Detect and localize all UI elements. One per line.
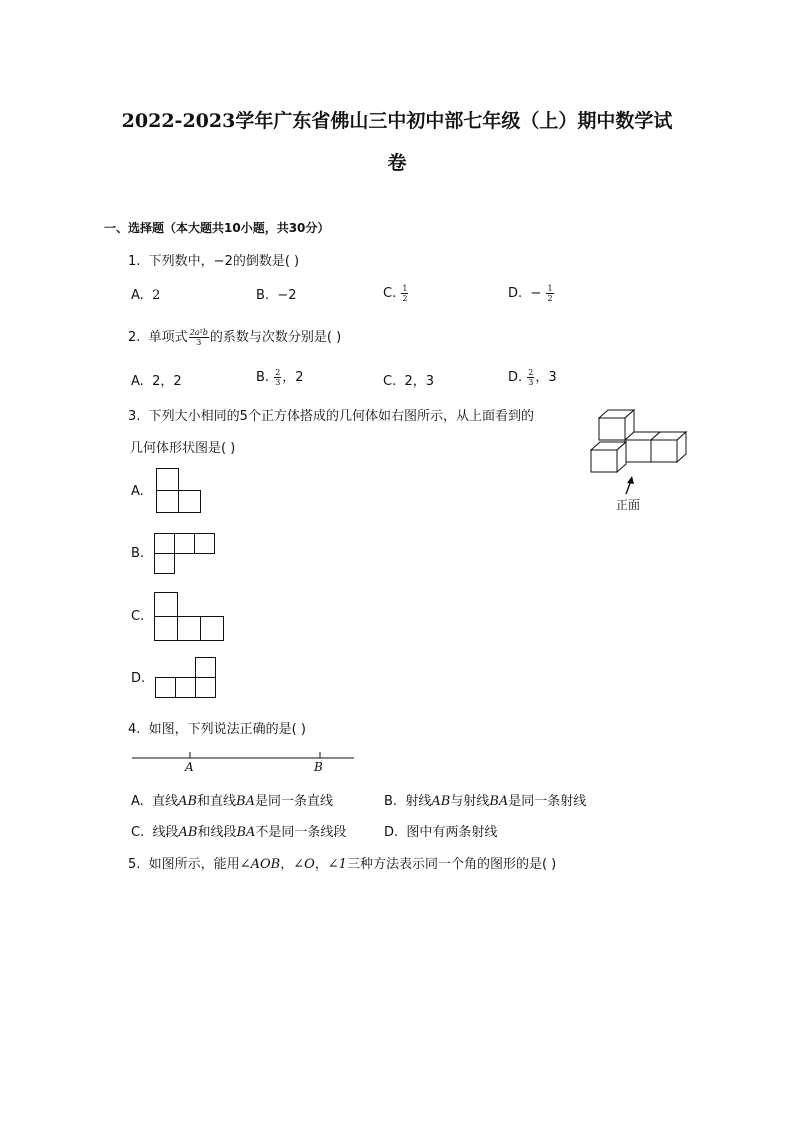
question-number: 3. xyxy=(128,409,141,424)
option-suffix: ，2 xyxy=(282,370,304,385)
cube-front-face xyxy=(599,418,625,440)
option-letter: D. xyxy=(508,370,523,385)
arrow-head-icon xyxy=(627,476,634,484)
option-text: 和直线 xyxy=(197,794,237,809)
cube-front-face xyxy=(591,450,617,472)
math-term: BA xyxy=(489,794,509,809)
question-text: ， xyxy=(280,857,294,872)
option-a-shape xyxy=(156,468,202,514)
cube-figure xyxy=(588,406,698,516)
question-5 xyxy=(128,853,556,872)
square xyxy=(156,678,176,698)
option-letter: B. xyxy=(384,794,398,809)
square xyxy=(157,469,179,491)
option-d xyxy=(508,366,557,387)
square xyxy=(196,658,216,678)
option-text: 与射线 xyxy=(450,794,490,809)
question-text: 如图，下列说法正确的是( ) xyxy=(148,722,306,737)
option-d xyxy=(508,284,555,303)
option-a xyxy=(131,288,160,303)
question-text: 下列大小相同的5个正方体搭成的几何体如右图所示，从上面看到的 xyxy=(148,409,534,424)
question-text: ， xyxy=(314,857,328,872)
option-c-letter: C. xyxy=(131,609,145,624)
option-letter: B. xyxy=(256,370,270,385)
minus-sign: − xyxy=(530,286,542,301)
square xyxy=(155,554,175,574)
cube-front-face xyxy=(651,440,677,462)
option-a xyxy=(131,790,333,809)
option-c-shape xyxy=(154,592,226,642)
question-text-after: 的系数与次数分别是( ) xyxy=(209,330,342,345)
option-letter: C. xyxy=(131,825,145,840)
math-term: ∠1 xyxy=(327,857,347,872)
option-text: 不是同一条线段 xyxy=(255,825,347,840)
option-b-shape xyxy=(154,533,216,575)
math-term: ∠AOB xyxy=(239,857,281,872)
front-view-label: 正面 xyxy=(616,498,641,512)
option-c xyxy=(383,284,409,303)
option-suffix: ，3 xyxy=(535,370,557,385)
question-number: 5. xyxy=(128,857,141,872)
question-text: 如图所示，能用 xyxy=(148,857,240,872)
question-text: 三种方法表示同一个角的图形的是( ) xyxy=(346,857,557,872)
option-value: 2 xyxy=(152,288,161,303)
option-value: 2，2 xyxy=(152,374,182,389)
option-d-letter: D. xyxy=(131,671,146,686)
point-a-label: A xyxy=(185,760,194,774)
option-a-letter: A. xyxy=(131,484,144,499)
math-term: AB xyxy=(178,825,198,840)
square xyxy=(155,534,175,554)
option-text: 和线段 xyxy=(197,825,237,840)
option-letter: A. xyxy=(131,794,144,809)
question-4 xyxy=(128,718,306,737)
option-b-letter: B. xyxy=(131,546,145,561)
question-number: 1. xyxy=(128,254,141,269)
square xyxy=(175,534,195,554)
fraction: $\frac{1}{2}$ xyxy=(402,284,408,303)
fraction: $\frac{1}{2}$ xyxy=(547,284,553,303)
square xyxy=(195,534,215,554)
square xyxy=(155,617,178,641)
question-3 xyxy=(128,405,534,424)
option-letter: B. xyxy=(256,288,270,303)
option-value: −2 xyxy=(277,288,297,303)
option-letter: C. xyxy=(383,374,397,389)
question-3-continued: 几何体形状图是( ) xyxy=(130,441,236,456)
option-b xyxy=(256,288,297,303)
fraction: $\frac{2}{3}$ xyxy=(275,368,281,387)
option-letter: C. xyxy=(383,286,397,301)
square xyxy=(176,678,196,698)
option-text: 射线 xyxy=(405,794,432,809)
math-term: BA xyxy=(236,825,256,840)
square xyxy=(157,491,179,513)
option-a xyxy=(131,370,182,389)
question-number: 2. xyxy=(128,330,141,345)
square xyxy=(196,678,216,698)
monomial-fraction: $\frac{\text{2a²b}}{3}$ xyxy=(189,328,208,347)
option-d-shape xyxy=(155,657,217,699)
square xyxy=(201,617,224,641)
option-letter: D. xyxy=(384,825,399,840)
option-c xyxy=(131,821,346,840)
option-letter: D. xyxy=(508,286,523,301)
question-text: 下列数中，−2的倒数是( ) xyxy=(148,254,300,269)
square xyxy=(179,491,201,513)
option-text: 图中有两条射线 xyxy=(406,825,498,840)
option-b xyxy=(384,790,586,809)
math-term: AB xyxy=(431,794,451,809)
option-value: 2，3 xyxy=(404,374,435,389)
option-b xyxy=(256,366,304,387)
math-term: ∠O xyxy=(293,857,315,872)
square xyxy=(155,593,178,617)
point-b-label: B xyxy=(314,760,323,774)
fraction: $\frac{2}{3}$ xyxy=(528,368,534,387)
option-letter: A. xyxy=(131,374,144,389)
question-1 xyxy=(128,250,299,269)
square xyxy=(178,617,201,641)
math-term: AB xyxy=(178,794,198,809)
page-title: 2022-2023学年广东省佛山三中初中部七年级（上）期中数学试 xyxy=(121,110,673,132)
section-heading: 一、选择题（本大题共10小题，共30分） xyxy=(104,221,330,235)
page-title-continued: 卷 xyxy=(387,152,407,174)
cube-front-face xyxy=(625,440,651,462)
option-text: 直线 xyxy=(152,794,179,809)
question-2 xyxy=(128,326,341,347)
option-d xyxy=(384,821,497,840)
question-number: 4. xyxy=(128,722,141,737)
option-text: 是同一条射线 xyxy=(508,794,587,809)
math-term: BA xyxy=(236,794,255,809)
option-text: 是同一条直线 xyxy=(255,794,334,809)
option-c xyxy=(383,370,434,389)
question-text-before: 单项式 xyxy=(148,330,188,345)
option-text: 线段 xyxy=(152,825,179,840)
option-letter: A. xyxy=(131,288,144,303)
